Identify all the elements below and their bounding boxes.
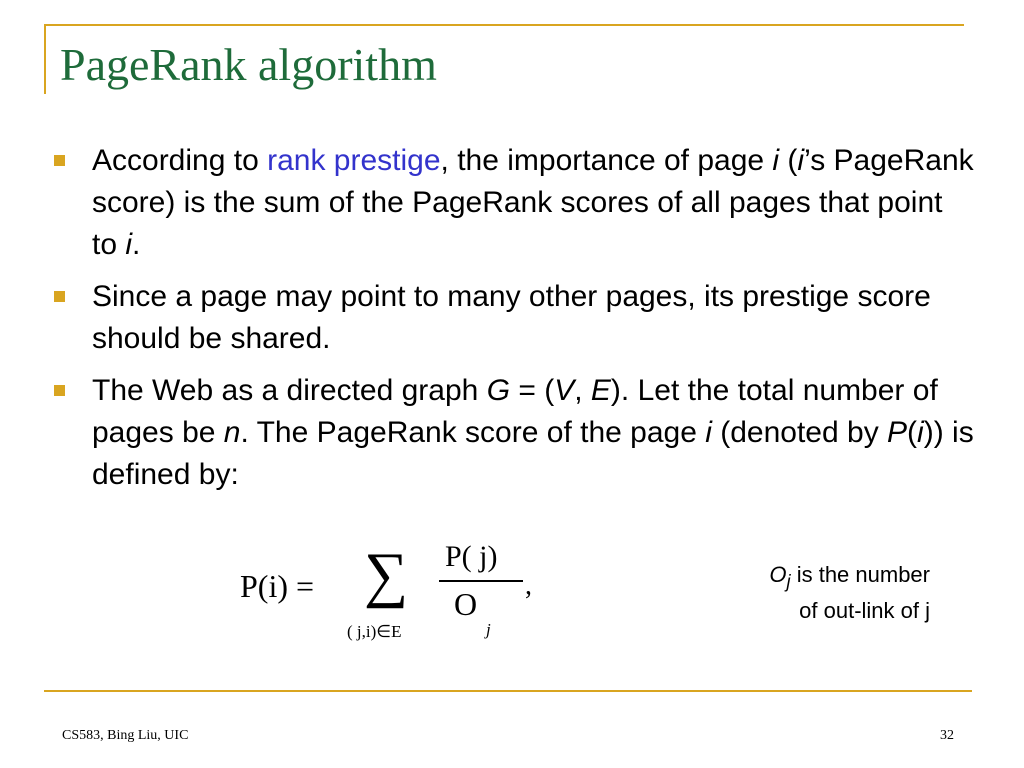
math-var: i	[797, 144, 805, 177]
math-var: n	[223, 416, 241, 449]
note-symbol: O	[769, 562, 787, 587]
math-var: P	[887, 416, 908, 449]
formula-denominator: O	[454, 586, 478, 622]
footer-credit: CS583, Bing Liu, UIC	[62, 728, 189, 743]
formula-trailing-comma: ,	[525, 570, 532, 601]
bullet-text: (denoted by	[711, 416, 888, 449]
math-var: i	[125, 228, 133, 261]
fraction-bar	[439, 580, 523, 582]
summation-icon: ∑	[364, 541, 409, 609]
bottom-rule	[44, 690, 972, 692]
bullet-text: (	[907, 416, 918, 449]
note-line-1: is the number	[790, 562, 930, 587]
note-line-2: of out-link of j	[799, 598, 930, 624]
slide-title: PageRank algorithm	[60, 39, 437, 90]
note-subscript: j	[786, 570, 791, 592]
square-bullet-icon	[54, 155, 65, 166]
bullet-item-rank-prestige	[54, 140, 974, 266]
bullet-text: According to	[92, 144, 268, 177]
math-var: i	[772, 144, 780, 177]
outlink-note	[700, 560, 930, 626]
bullet-item-shared-score	[54, 276, 974, 360]
math-var: i	[705, 416, 712, 449]
pagerank-formula	[240, 540, 560, 650]
bullet-text: , the importance of page	[440, 144, 773, 177]
slide-number: 32	[940, 728, 954, 743]
top-rule	[44, 24, 964, 26]
bullet-text: .	[132, 228, 141, 261]
formula-lhs: P(i) =	[240, 568, 315, 604]
bullet-list	[54, 140, 974, 506]
highlight-term: rank prestige	[267, 144, 441, 177]
math-var: V	[554, 374, 575, 407]
formula-denominator-subscript: j	[486, 620, 491, 639]
formula-numerator: P( j)	[445, 540, 498, 573]
bullet-text: ’s PageRank score) is the sum of the PageRank scores of all pages that point to	[92, 144, 974, 261]
bullet-text: (	[779, 144, 798, 177]
math-var: i	[917, 416, 924, 449]
math-var: E	[590, 374, 611, 407]
square-bullet-icon	[54, 385, 65, 396]
math-var: G	[486, 374, 511, 407]
bullet-item-directed-graph	[54, 370, 974, 496]
bullet-text: )) is defined by:	[92, 416, 974, 491]
bullet-text: . The PageRank score of the page	[240, 416, 706, 449]
summation-subscript: ( j,i)∈E	[347, 622, 402, 641]
square-bullet-icon	[54, 291, 65, 302]
bullet-text: ,	[574, 374, 591, 407]
bullet-text: ). Let the total number of pages be	[92, 374, 938, 449]
left-rule	[44, 24, 46, 94]
bullet-text: = (	[510, 374, 555, 407]
bullet-text: Since a page may point to many other pages, its prestige score should be shared.	[92, 280, 931, 355]
bullet-text: The Web as a directed graph	[92, 374, 487, 407]
